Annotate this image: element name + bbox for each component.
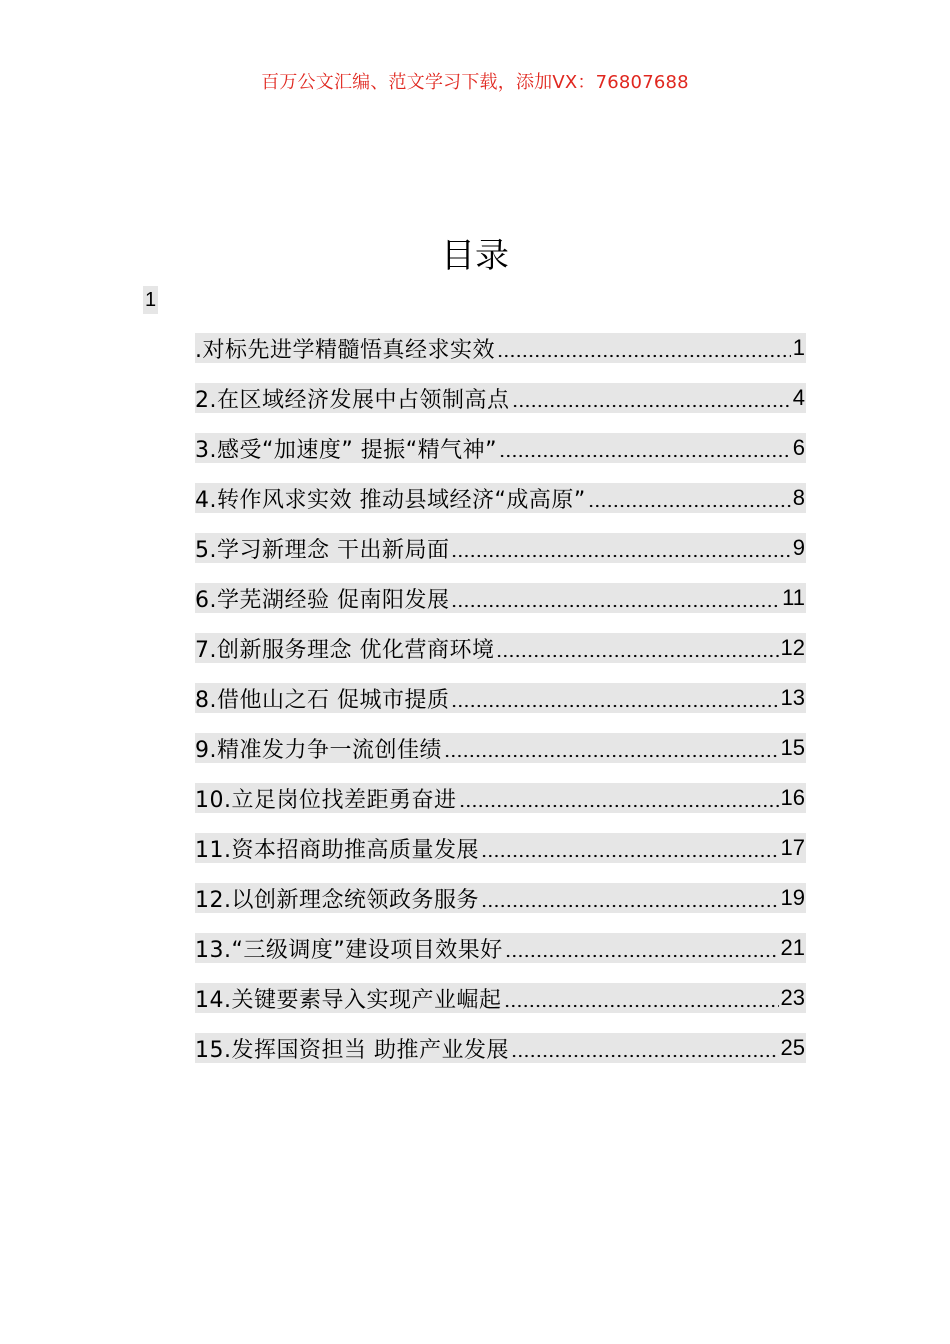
toc-entry-page: 8 [792, 485, 805, 510]
toc-entry-page: 25 [780, 1035, 805, 1060]
dot-leader [512, 404, 791, 408]
dot-leader [481, 854, 779, 858]
toc-entry-title: 13.“三级调度”建设项目效果好 [195, 937, 503, 963]
dot-leader [451, 604, 780, 608]
toc-entry-page: 9 [792, 535, 805, 560]
toc-entry-title: .对标先进学精髓悟真经求实效 [195, 337, 495, 363]
dot-leader [497, 354, 791, 358]
dot-leader [499, 454, 791, 458]
toc-entry-title: 8.借他山之石 促城市提质 [195, 687, 450, 713]
dot-leader [504, 1004, 779, 1008]
toc-entry-title: 2.在区域经济发展中占领制高点 [195, 387, 510, 413]
toc-entry-page: 12 [780, 635, 805, 660]
toc-entry[interactable] [195, 683, 806, 733]
toc-entry-title: 10.立足岗位找差距勇奋进 [195, 787, 457, 813]
toc-entry-page: 23 [780, 985, 805, 1010]
header-watermark: 百万公文汇编、范文学习下载，添加VX：76807688 [261, 72, 689, 93]
toc-entry-title: 9.精准发力争一流创佳绩 [195, 737, 442, 763]
toc-entry-page: 21 [780, 935, 805, 960]
toc-entry-title: 14.关键要素导入实现产业崛起 [195, 987, 502, 1013]
toc-entry-page: 1 [792, 335, 805, 360]
toc-entry-page: 16 [780, 785, 805, 810]
toc-entry-page: 4 [792, 385, 805, 410]
toc-entry[interactable] [195, 783, 806, 833]
dot-leader [511, 1054, 779, 1058]
toc-entry-page: 15 [780, 735, 805, 760]
toc-entry[interactable] [195, 983, 806, 1033]
toc-entry-title: 6.学芜湖经验 促南阳发展 [195, 587, 450, 613]
toc-entry-page: 11 [782, 585, 805, 610]
toc-entry-title: 7.创新服务理念 优化营商环境 [195, 637, 495, 663]
toc-entry[interactable] [195, 533, 806, 583]
dot-leader [588, 504, 791, 508]
toc-entry-page: 19 [780, 885, 805, 910]
dot-leader [451, 704, 778, 708]
dot-leader [459, 804, 779, 808]
toc-entry[interactable] [195, 383, 806, 433]
toc-entry[interactable] [195, 883, 806, 933]
toc-entry-title: 11.资本招商助推高质量发展 [195, 837, 479, 863]
toc-entry-title: 12.以创新理念统领政务服务 [195, 887, 479, 913]
dot-leader [481, 904, 779, 908]
dot-leader [496, 654, 778, 658]
toc-entry[interactable] [195, 583, 806, 633]
toc-entry-title: 3.感受“加速度” 提振“精气神” [195, 437, 498, 463]
toc-entry[interactable] [195, 1033, 806, 1083]
dot-leader [505, 954, 779, 958]
table-of-contents [195, 333, 806, 1083]
toc-entry[interactable] [195, 333, 806, 383]
toc-entry-page: 6 [792, 435, 805, 460]
toc-entry-title: 5.学习新理念 干出新局面 [195, 537, 450, 563]
dot-leader [451, 554, 790, 558]
dot-leader [444, 754, 779, 758]
toc-entry[interactable] [195, 933, 806, 983]
toc-entry-title: 4.转作风求实效 推动县域经济“成高原” [195, 487, 586, 513]
toc-entry[interactable] [195, 833, 806, 883]
toc-title: 目录 [441, 236, 509, 276]
toc-entry[interactable] [195, 633, 806, 683]
toc-entry[interactable] [195, 433, 806, 483]
toc-entry[interactable] [195, 733, 806, 783]
toc-entry[interactable] [195, 483, 806, 533]
toc-entry-title: 15.发挥国资担当 助推产业发展 [195, 1037, 509, 1063]
toc-entry-page: 13 [780, 685, 805, 710]
toc-entry-page: 17 [780, 835, 805, 860]
stray-field-number: 1 [143, 286, 158, 314]
